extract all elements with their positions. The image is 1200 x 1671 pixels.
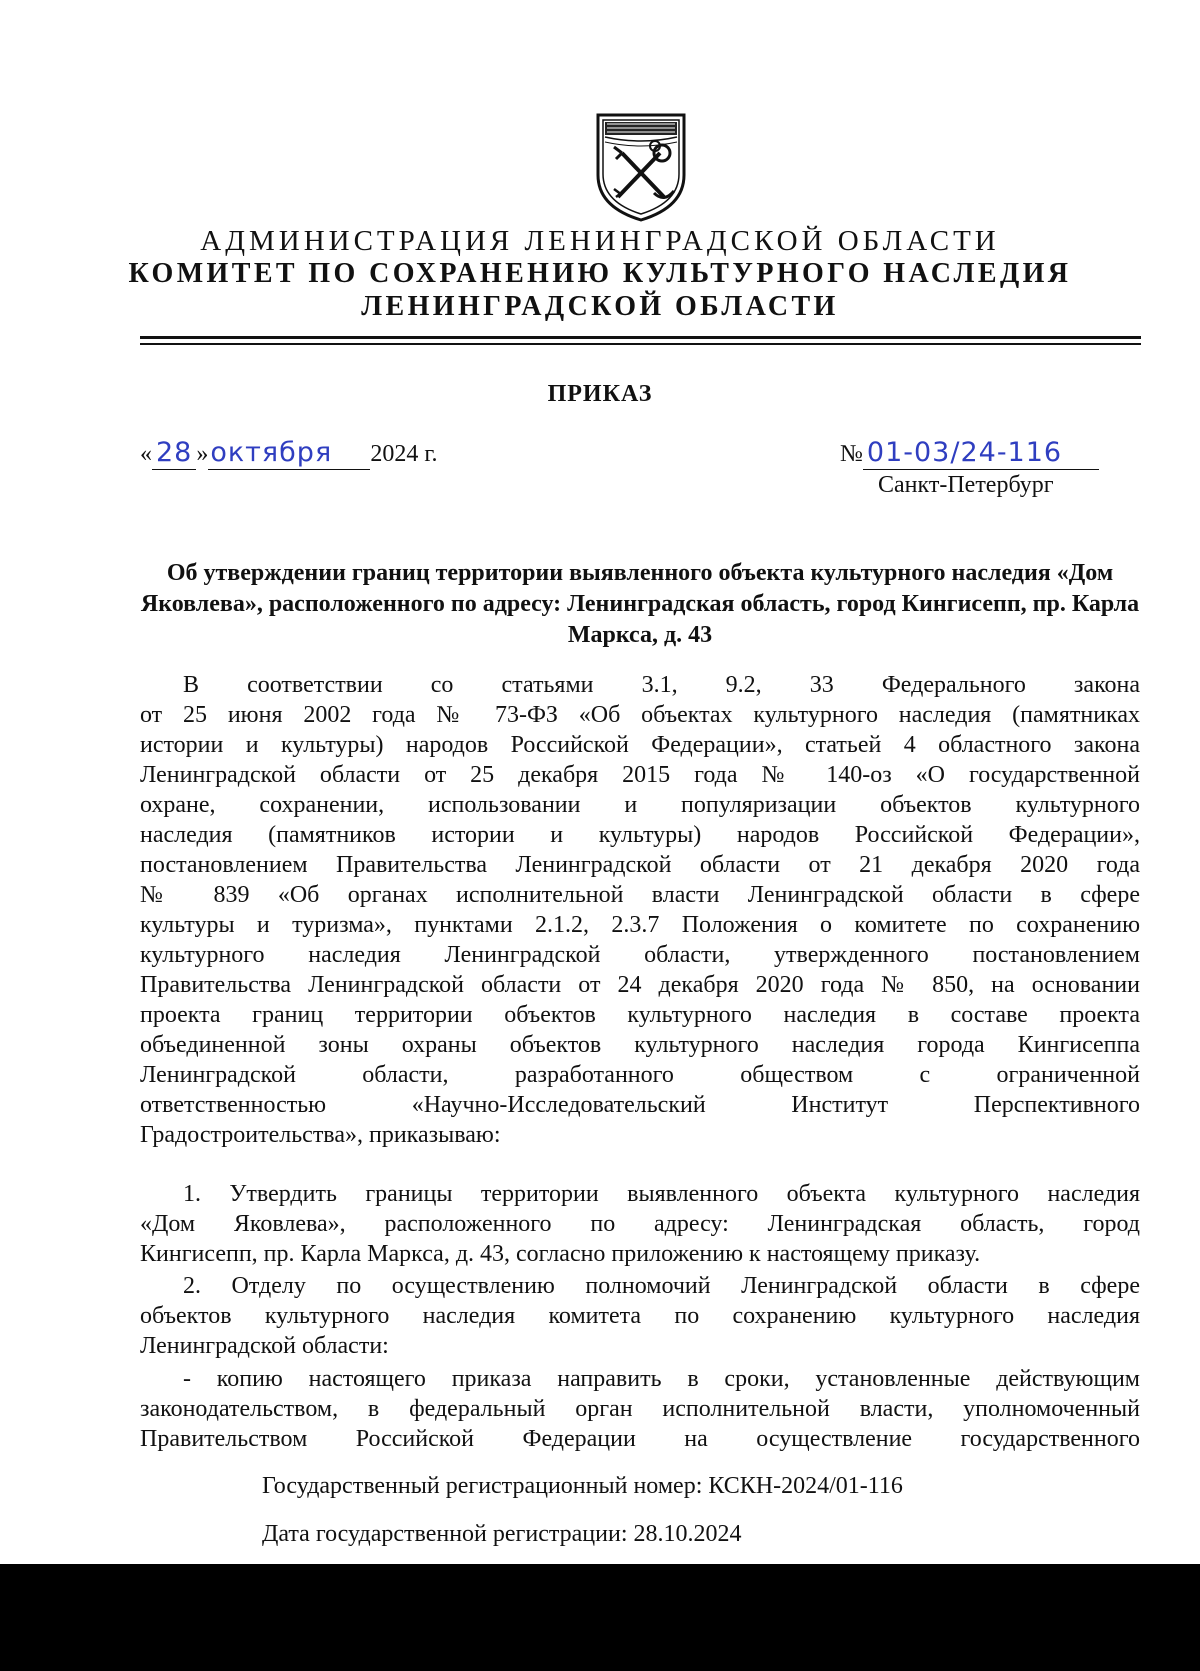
preamble-line: № 839 «Об органах исполнительной власти Ленинградской области в сфере: [140, 882, 1140, 908]
coat-of-arms-icon: [594, 111, 688, 223]
header-rule-thick: [140, 336, 1141, 339]
order-subject: Об утверждении границ территории выявленного объекта культурного наследия «Дом Яковлева», расположенного по адресу: Ленинградская область, город Кингисепп, пр. Карла Маркса, д. 43: [140, 560, 1140, 648]
preamble-line: истории и культуры) народов Российской Федерации», статьей 4 областного закона: [140, 732, 1140, 758]
item-2-sub-line: - копию настоящего приказа направить в сроки, установленные действующим: [183, 1366, 1140, 1392]
item-1-line: «Дом Яковлева», расположенного по адресу: Ленинградская область, город: [140, 1211, 1140, 1237]
date-close-quote: »: [196, 441, 209, 467]
preamble-line: наследия (памятников истории и культуры) народов Российской Федерации»,: [140, 822, 1140, 848]
registration-number: Государственный регистрационный номер: КСКН-2024/01-116: [262, 1473, 903, 1499]
scan-bottom-border: [0, 1564, 1200, 1671]
document-type: ПРИКАЗ: [547, 381, 653, 407]
date-month-underline: [208, 437, 370, 470]
order-number-value: 01-03/24-116: [866, 437, 1063, 468]
item-2-sub-line: Правительством Российской Федерации на осуществление государственного: [140, 1426, 1140, 1452]
preamble-line: культуры и туризма», пунктами 2.1.2, 2.3.7 Положения о комитете по сохранению: [140, 912, 1140, 938]
registration-date: Дата государственной регистрации: 28.10.2024: [262, 1521, 742, 1547]
preamble-line: проекта границ территории объектов культурного наследия в составе проекта: [140, 1002, 1140, 1028]
administration-title: АДМИНИСТРАЦИЯ ЛЕНИНГРАДСКОЙ ОБЛАСТИ: [200, 225, 1000, 257]
preamble-line: В соответствии со статьями 3.1, 9.2, 33 Федерального закона: [183, 672, 1140, 698]
item-2-line: 2. Отделу по осуществлению полномочий Ленинградской области в сфере: [183, 1273, 1140, 1299]
preamble-line: постановлением Правительства Ленинградской области от 21 декабря 2020 года: [140, 852, 1140, 878]
preamble-line: Правительства Ленинградской области от 24 декабря 2020 года № 850, на основании: [140, 972, 1140, 998]
order-number: [840, 437, 1099, 470]
preamble-line: объединенной зоны охраны объектов культурного наследия города Кингисеппа: [140, 1032, 1140, 1058]
order-city: Санкт-Петербург: [878, 472, 1054, 498]
header-rule-thin: [140, 343, 1141, 345]
date-day-underline: [152, 437, 196, 470]
preamble-line: Ленинградской области, разработанного обществом с ограниченной: [140, 1062, 1140, 1088]
item-2-sub-line: законодательством, в федеральный орган исполнительной власти, уполномоченный: [140, 1396, 1140, 1422]
preamble-line: от 25 июня 2002 года № 73-ФЗ «Об объектах культурного наследия (памятниках: [140, 702, 1140, 728]
item-2-line: объектов культурного наследия комитета по сохранению культурного наследия: [140, 1303, 1140, 1329]
date-month: октября: [210, 437, 333, 468]
date-year: 2024 г.: [370, 441, 438, 467]
item-1-line: Кингисепп, пр. Карла Маркса, д. 43, согласно приложению к настоящему приказу.: [140, 1241, 981, 1267]
date-open-quote: «: [140, 441, 152, 467]
committee-region: ЛЕНИНГРАДСКОЙ ОБЛАСТИ: [361, 291, 839, 322]
order-number-underline: [863, 437, 1099, 470]
date-day: 28: [156, 437, 193, 468]
preamble-line: Градостроительства», приказываю:: [140, 1122, 501, 1148]
preamble-line: культурного наследия Ленинградской области, утвержденного постановлением: [140, 942, 1140, 968]
order-date: [140, 437, 438, 470]
order-number-prefix: №: [840, 441, 863, 467]
preamble-line: ответственностью «Научно-Исследовательский Институт Перспективного: [140, 1092, 1140, 1118]
preamble-line: охране, сохранении, использовании и популяризации объектов культурного: [140, 792, 1140, 818]
item-2-line: Ленинградской области:: [140, 1333, 389, 1359]
preamble-line: Ленинградской области от 25 декабря 2015 года № 140-оз «О государственной: [140, 762, 1140, 788]
committee-title: КОМИТЕТ ПО СОХРАНЕНИЮ КУЛЬТУРНОГО НАСЛЕДИЯ: [128, 258, 1072, 289]
item-1-line: 1. Утвердить границы территории выявленного объекта культурного наследия: [183, 1181, 1140, 1207]
